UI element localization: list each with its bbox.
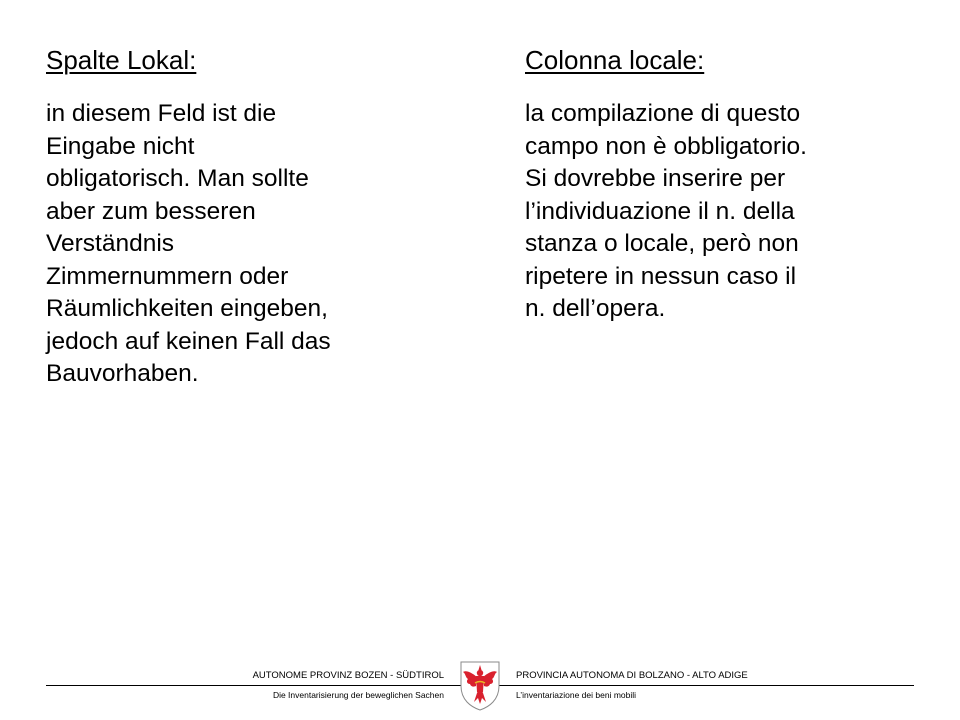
italian-column [525,42,925,326]
footer-province-italian: PROVINCIA AUTONOMA DI BOLZANO - ALTO ADIGE [516,670,748,681]
italian-body-text: la compilazione di questo campo non è obbligatorio. Si dovrebbe inserire per l’individuazione il n. della stanza o locale, però non ripetere in nessun caso il n. dell’opera. [525,100,807,322]
german-heading: Spalte Lokal: [46,45,197,75]
german-body-text: in diesem Feld ist die Eingabe nicht obligatorisch. Man sollte aber zum besseren Verständnis Zimmernummern oder Räumlichkeiten eingeben, jedoch auf keinen Fall das Bauvorhaben. [46,100,331,387]
italian-heading: Colonna locale: [525,45,705,75]
footer-province-german: AUTONOME PROVINZ BOZEN - SÜDTIROL [252,670,444,681]
german-column [46,42,446,391]
eagle-coat-of-arms-icon [459,660,501,712]
footer-subtitle-german: Die Inventarisierung der beweglichen Sachen [272,690,444,700]
footer-subtitle-italian: L’inventariazione dei beni mobili [516,690,637,700]
